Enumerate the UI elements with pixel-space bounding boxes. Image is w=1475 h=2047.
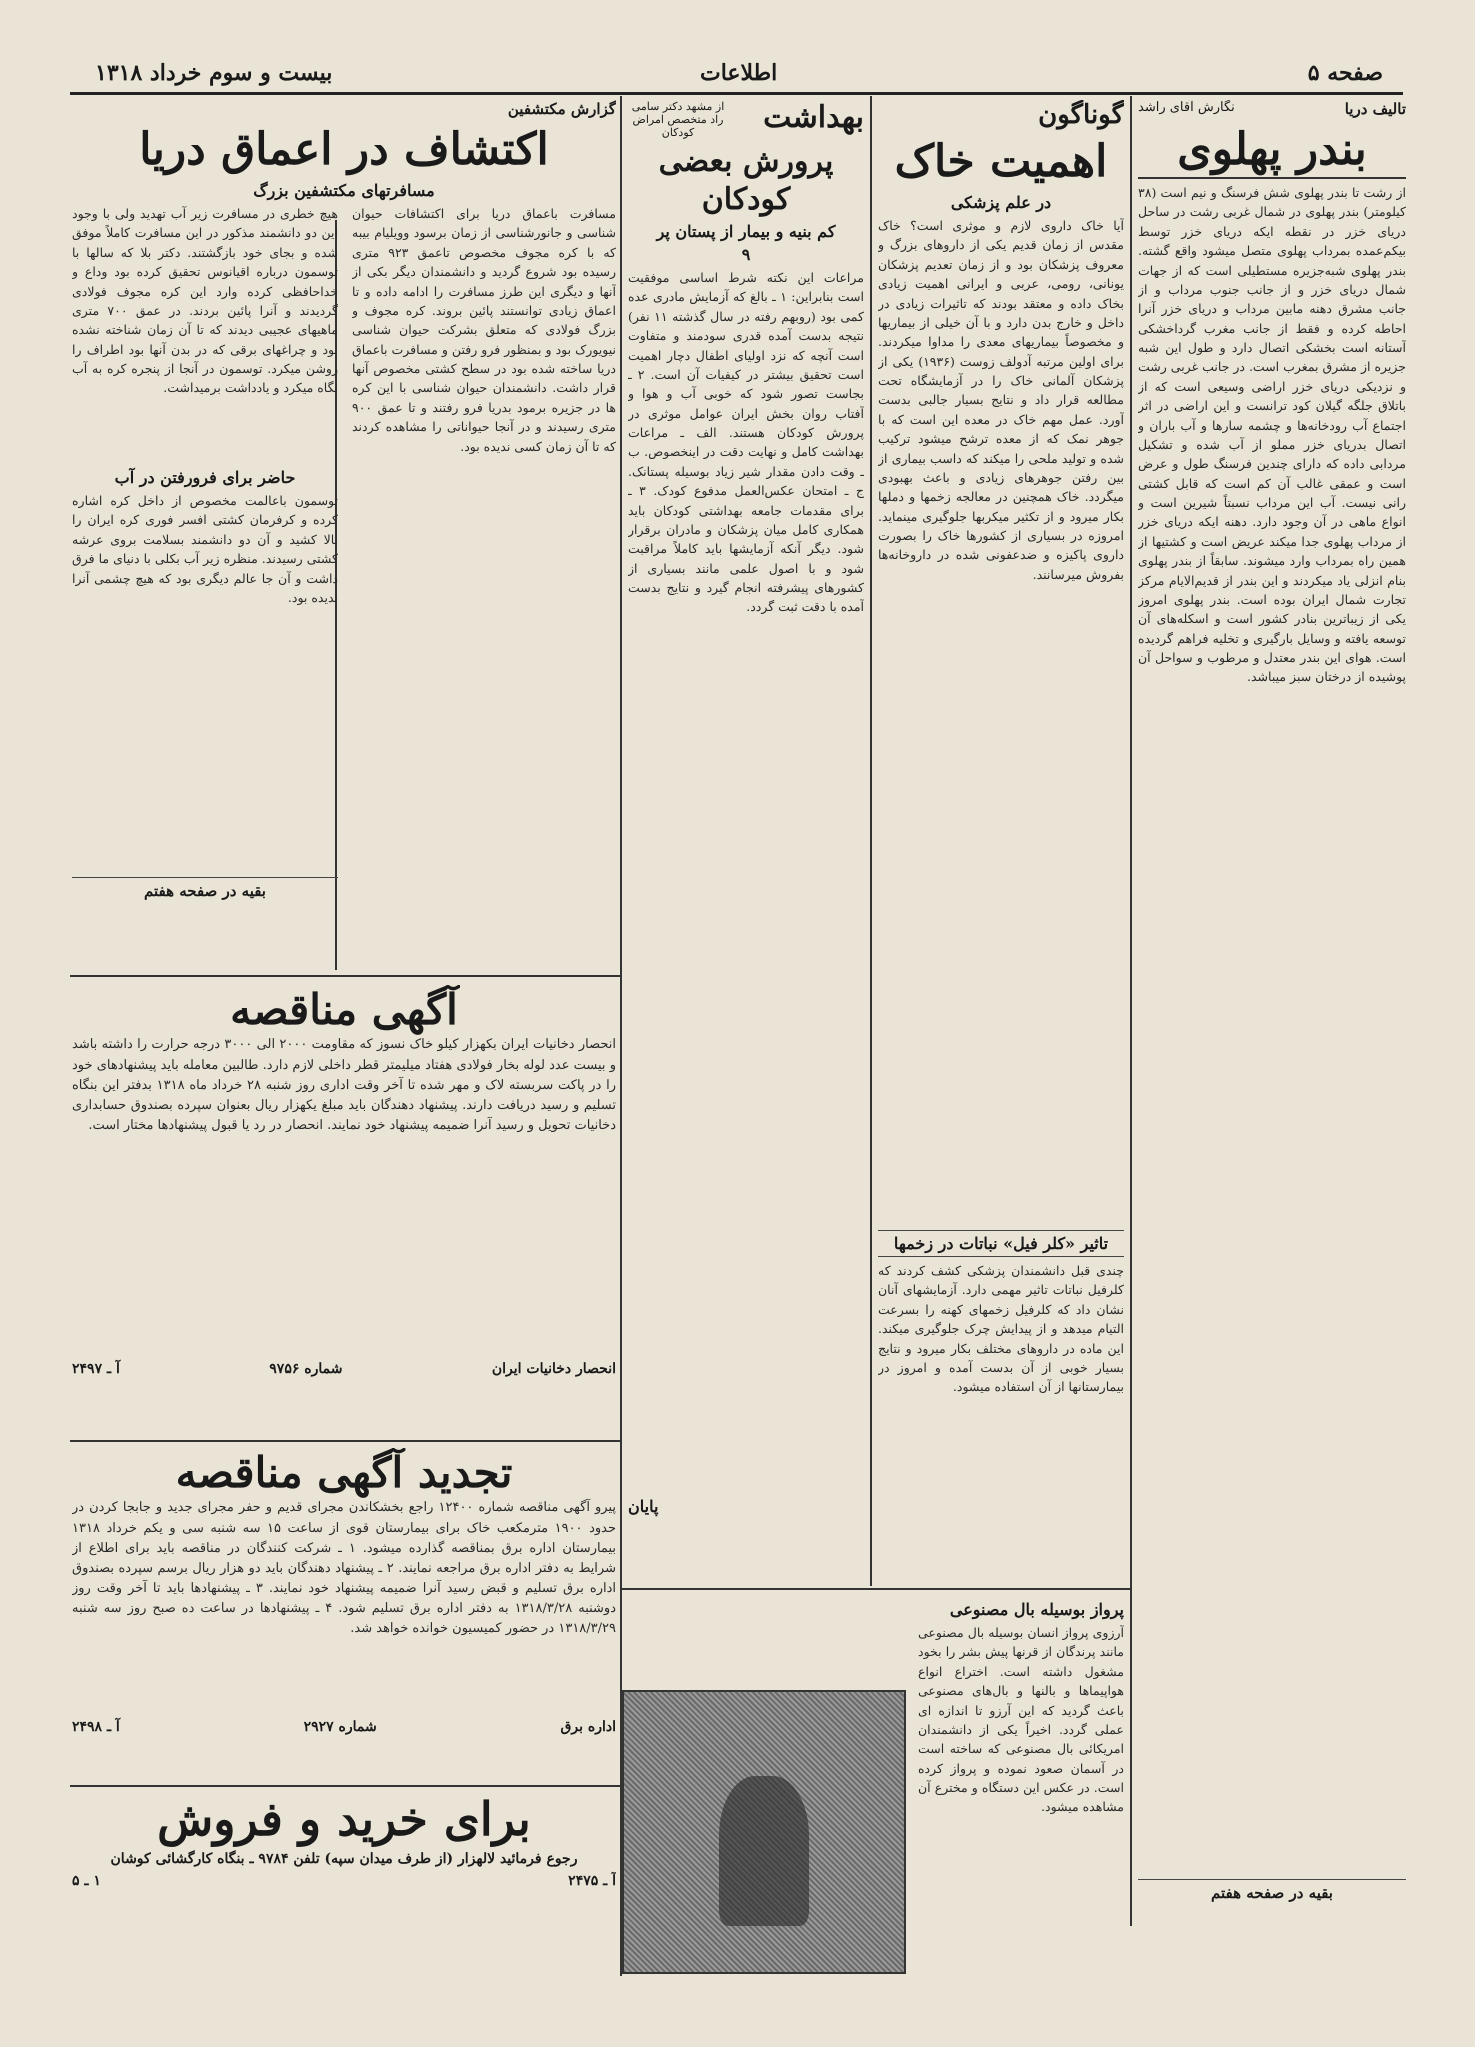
issue-date: بیست و سوم خرداد ۱۳۱۸ bbox=[95, 60, 333, 86]
ad-signature bbox=[72, 1361, 616, 1377]
article-title: بندر پهلوی bbox=[1138, 122, 1406, 179]
ad-renewed-tender bbox=[72, 1448, 616, 1780]
ad-title: آگهی مناقصه bbox=[230, 985, 458, 1034]
article-kicker: تالیف دریا bbox=[1344, 100, 1406, 118]
ad-tender bbox=[72, 985, 616, 1435]
article-body-right: مسافرت باعماق دریا برای اکتشافات حیوان شناسی و جانورشناسی از زمان برسود وویلیام بیبه که با کره مجوف مخصوص تاعمق ۹۲۳ متری رسیده بود شروع گردید و دانشمندان دیگر بکی از آنها و دیگری این طرز مسافرت را ادامه داده و تا اعماق زیادی توانستند پائین بروند. کره مجوف و بزرگ فولادی که متعلق بشرکت حیوان شناسی نیویورک بود و بمنظور فرو رفتن و مسافرت باعماق دریا ساخته شده بود در سطح کشتی مخصوص آنها قرار داشت. دانشمندان حیوان شناسی با این کره ها در جزیره برمود بدریا فرو رفتند و تا عمق ۹۰۰ متری رسیدند و در آنجا حیواناتی را مشاهده کردند که تا آن زمان کسی ندیده بود. bbox=[352, 206, 616, 454]
ad-issue-number: شماره ۹۷۵۶ bbox=[269, 1361, 343, 1378]
ad-number: شماره ۲۹۲۷ bbox=[303, 1719, 377, 1736]
ad-buy-sell bbox=[72, 1792, 616, 1972]
article-kicker: بهداشت bbox=[763, 100, 864, 135]
photo-figure bbox=[719, 1776, 809, 1926]
wing-photo bbox=[622, 1690, 906, 1974]
article-title: اکتشاف در اعماق دریا bbox=[139, 124, 549, 175]
article-end: پایان bbox=[628, 1497, 659, 1516]
article-subtitle: کم بنیه و بیمار از پستان پر bbox=[656, 222, 836, 241]
ad-title: تجدید آگهی مناقصه bbox=[175, 1448, 513, 1497]
ad-body: پیرو آگهی مناقصه شماره ۱۲۴۰۰ راجع بخشکاندن مجرای قدیم و حفر مجرای جدید و جابجا کردن در حدود ۱۹۰۰ مترمکعب خاک برای بیمارستان قوی از ساعت ۱۵ سه شنبه سی و یکم خرداد ۱۳۱۸ بیمارستان اداره برق بمناقصه گذارده میشود. ۱ ـ شرکت کنندگان در مناقصه باید برای اطلاع از شرایط به دفتر اداره برق مراجعه نمایند. ۲ ـ پیشنهاد دهندگان باید دو هزار ریال برسم سپرده بصندوق اداره برق تسلیم و قبض رسید آنرا ضمیمه پیشنهاد خود نمایند. ۳ ـ پیشنهادها باید تا آخر وقت روز دوشنبه ۱۳۱۸/۳/۲۸ به دفتر اداره برق تسلیم شود. ۴ ـ پیشنهادها در ساعت ده صبح روز سه شنبه ۱۳۱۸/۳/۲۹ در حضور کمیسیون خوانده خواهد شد. bbox=[72, 1500, 616, 1637]
header-rule bbox=[70, 92, 1403, 95]
article-body-left: هیچ خطری در مسافرت زیر آب تهدید ولی با وجود این دو دانشمند مذکور در این مسافرت کاملاً موفق شده و بجای خود بازگشتند. دکتر بلا که سالها با توسمون درباره اقیانوس تحقیق کرده بود وداع و خداحافظی کرده وارد این کره مجوف فولادی گردیدند و آنرا پائین بردند. در عمق ۷۰۰ متری ماهیهای عجیبی دیدند که تا آن زمان شناخته نشده بود و چراغهای برقی که در بدن آنها بود اطراف را روشن میکرد. توسمون در آنجا از پنجره کره به آب نگاه میکرد و یادداشت برمیداشت. bbox=[72, 206, 338, 396]
behdasht-head bbox=[628, 100, 864, 139]
ad-code: آ ـ ۲۴۹۷ bbox=[72, 1361, 120, 1378]
column-divider bbox=[1130, 96, 1132, 1926]
article-continued: بقیه در صفحه هفتم bbox=[1138, 1879, 1406, 1902]
ad-code: آ ـ ۲۴۷۵ bbox=[568, 1873, 616, 1890]
article-body-left-2: توسمون باعالمت مخصوص از داخل کره اشاره کرده و کرفرمان کشتی افسر فوری کره ایران را بالا کشید و آن دو دانشمند بسلامت بروی عرشه کشتی رسیدند. منظره زیر آب بکلی با دنیای ما فرق داشت و آن جا عالم دیگری بود که هیچ چشمی آنرا ندیده بود. bbox=[72, 493, 338, 605]
column-divider bbox=[870, 96, 872, 1586]
article-part-number: ۹ bbox=[741, 245, 751, 264]
article-kicker: گزارش مکتشفین bbox=[507, 100, 616, 118]
article-body: آرزوی پرواز انسان بوسیله بال مصنوعی مانند پرندگان از قرنها پیش بشر را بخود مشغول داشته است. اختراع انواع هواپیماها و بالنها و بال‌های مصنوعی باعث گردید که این آرزو تا اندازه ای عملی گردد. اخیراً یکی از دانشمندان امریکائی بال مصنوعی که ساخته است در آسمان صعود نموده و پرواز کرده است. در عکس این دستگاه و مخترع آن مشاهده میشود. bbox=[918, 1625, 1124, 1815]
article-continued: بقیه در صفحه هفتم bbox=[72, 877, 338, 900]
article-behdasht bbox=[628, 100, 864, 1580]
section-rule bbox=[70, 1440, 622, 1442]
article-title: پرواز بوسیله بال مصنوعی bbox=[949, 1600, 1124, 1619]
ad-code: آ ـ ۲۴۹۸ bbox=[72, 1719, 120, 1736]
article-columns bbox=[72, 204, 616, 944]
ad-issuer: انحصار دخانیات ایران bbox=[491, 1361, 616, 1378]
article-subtitle: مسافرتهای مکتشفین بزرگ bbox=[253, 181, 435, 200]
ad-signature bbox=[72, 1719, 616, 1735]
article-body: آیا خاک داروی لازم و موثری است؟ خاک مقدس از زمان قدیم یکی از داروهای بزرگ و معروف پزشکان بود و از زمان تعدیم پزشکان یونانی، رومی، عربی و ایرانی اهمیت زیادی بخاک داده و معتقد بودند که تاثیرات زیادی در داخل و خارج بدن دارد و با آن خیلی از بیماریها و مخصوصاً بیماریهای معدی را مداوا میکردند. برای اولین مرتبه آدولف زوست (۱۹۳۶) یکی از پزشکان آلمانی خاک را در آزمایشگاه تحت مطالعه قرار داد و نتایج بسیار جالبی بدست آورد. عمل مهم خاک در معده این است که با جوهر نمک که از معده ترشح میشود ترکیب شده و تولید ملحی را میکند که داسب بیماری از بین رفتن جوهرهای زیادی و باعث بهبودی میگردد. خاک همچنین در معالجه زخمها و دملها بکار میرود و از تکثیر میکربها جلوگیری مینماید. امروزه در بسیاری از کشورها خاک را بصورت داروی پاکیزه و ضدعفونی شده در داروخانه‌ها بفروش میرسانند. bbox=[878, 218, 1124, 582]
ad-signature bbox=[72, 1873, 616, 1889]
paper-name: اطلاعات bbox=[700, 60, 778, 86]
section-rule bbox=[70, 1785, 622, 1787]
article-kicker: گوناگون bbox=[1038, 100, 1124, 130]
article-title: اهمیت خاک bbox=[894, 136, 1108, 187]
section-rule bbox=[70, 975, 622, 977]
article-kicker-row bbox=[1138, 100, 1406, 118]
article-body: مراعات این نکته شرط اساسی موفقیت است بنابراین: ۱ ـ بالغ که آزمایش مادری عده کمی بود (روبهم رفته در سال گذشته ۱۱ نفر) نتیجه بدست آمده قدری سودمند و متفاوت است آنچه که نزد اولیای اطفال دچار اهمیت است تحقیق بیشتر در کیفیات آن است. ۲ ـ بجاست تصور شود که خوبی آب و هوا و آفتاب روان بخش ایران عوامل موثری در پرورش کودکان هستند. الف ـ مراعات بهداشت کامل و نهایت دقت در اینخصوص. ب ـ وقت دادن مقدار شیر زیاد بوسیله پستانک. ج ـ امتحان عکس‌العمل مدفوع کودک. ۳ ـ برای مقدمات جامعه بهداشتی کودکان باید همکاری کامل میان پزشکان و مادران برقرار شود. دیگر آنکه آزمایشها باید کاملاً مراقبت شود و با اصول علمی مانند بسیاری از کشورهای پیشرفته انجام گیرد و نتایج بدست آمده با دقت ثبت گردد. bbox=[628, 270, 864, 615]
ad-code-2: ۱ ـ ۵ bbox=[72, 1873, 101, 1890]
ad-issuer: اداره برق bbox=[560, 1719, 616, 1736]
article-heading: حاضر برای فرورفتن در آب bbox=[114, 468, 296, 487]
article-author: از مشهد دکتر سامی راد متخصص امراض کودکان bbox=[631, 100, 725, 139]
page-number: صفحه ۵ bbox=[1307, 60, 1383, 86]
article-body: از رشت تا بندر پهلوی شش فرسنگ و نیم است (۳۸ کیلومتر) بندر پهلوی در شمال غربی رشت در ساحل دریای خزر در نقطه ایکه دریای خزر توسط بیکم‌عمده بمرداب پهلوی متصل میشود واقع گشته. بندر پهلوی شبه‌جزیره مستطیلی است که از جهات شمال دریای خزر و از جانب جنوب مرداب و از جانب مشرق دهنه مابین مرداب و دریای خزر آنرا احاطه کرده و فقط از جانب مغرب گرداخشکی آستانه است بخشکی اتصال دارد و طول این شبه جزیره از مشرق بمغرب است. در جانب غربی رشت و نزدیکی دریای خزر اراضی وسیعی است که از باتلاق جلگه گیلان کود ترانست و این اراضی در اثر اجتماع آب رودخانه‌ها و چشمه سارها و آب باران و اتصال بدریای خزر مملو از آب شده و تشکیل مردابی داده که دارای چندین فرسنگ طول و عرض است و عمقی غالب آن کم است که قابل کشتی رانی نیست. آب این مرداب نسبتاً شیرین است و انواع ماهی در آن وجود دارد. دهنه ایکه دریای خزر از مرداب پهلوی جدا میکند عریض است و کشتیها از همین راه بمرداب وارد میشوند. سابقاً از بندر پهلوی بنام انزلی یاد میکردند و این بندر از قدیم‌الایام مرکز تجارت شمال ایران بوده است. بندر پهلوی امروز یکی از زیباترین بنادر کشور است و اسکله‌های آن توسعه یافته و وسایل بارگیری و تخلیه فراهم گردیده است. هوای این بندر معتدل و مرطوب و سواحل آن پوشیده از درختان سبز میباشد. bbox=[1138, 185, 1406, 685]
article-byline: نگارش آقای راشد bbox=[1138, 100, 1235, 115]
section-rule bbox=[622, 1588, 1130, 1590]
article-subtitle: در علم پزشکی bbox=[950, 193, 1052, 212]
article-deep-sea bbox=[72, 100, 616, 970]
ad-body: انحصار دخانیات ایران بکهزار کیلو خاک نسوز که مقاومت ۲۰۰۰ الی ۳۰۰۰ درجه حرارت را داشته باشد و بیست عدد لوله بخار فولادی هفتاد میلیمتر قطر داخلی لازم دارد. طالبین معامله باید پیشنهادهای خود را در پاکت سربسته لاک و مهر شده تا آخر وقت اداری روز شنبه ۲۸ خرداد ماه ۱۳۱۸ بدفتر این بنگاه تسلیم و رسید دریافت دارند. پیشنهاد دهندگان باید مبلغ یکهزار ریال بعنوان سپرده بصندوق حسابداری دخانیات تحویل و رسید آنرا ضمیمه پیشنهاد خود نمایند. انحصار در رد یا قبول پیشنهادها مختار است. bbox=[72, 1037, 616, 1133]
page-header bbox=[0, 0, 1475, 92]
article-left-column bbox=[72, 204, 338, 944]
ad-title: برای خرید و فروش bbox=[157, 1792, 531, 1846]
article-title: پرورش بعضی کودکان bbox=[658, 144, 834, 217]
box-title: تاثیر «کلر فیل» نباتات در زخمها bbox=[878, 1230, 1124, 1257]
article-khak bbox=[878, 100, 1124, 1580]
article-bandar-pahlavi bbox=[1138, 100, 1406, 1930]
ad-body: رجوع فرمائید لالهزار (از طرف میدان سپه) تلفن ۹۷۸۴ ـ بنگاه کارگشائی کوشان bbox=[110, 1851, 578, 1868]
box-body: چندی قبل دانشمندان پزشکی کشف کردند که کلرفیل نباتات تاثیر مهمی دارد. آزمایشهای آنان نشان داد که کلرفیل زخمهای کهنه را بسرعت التیام میدهد و از پیدایش چرک جلوگیری میکند. این ماده در داروهای مختلف بکار میرود و نتایج بسیار خوبی از آن بدست آمده و امروز در بیمارستانها از آن استفاده میشود. bbox=[878, 1263, 1124, 1395]
